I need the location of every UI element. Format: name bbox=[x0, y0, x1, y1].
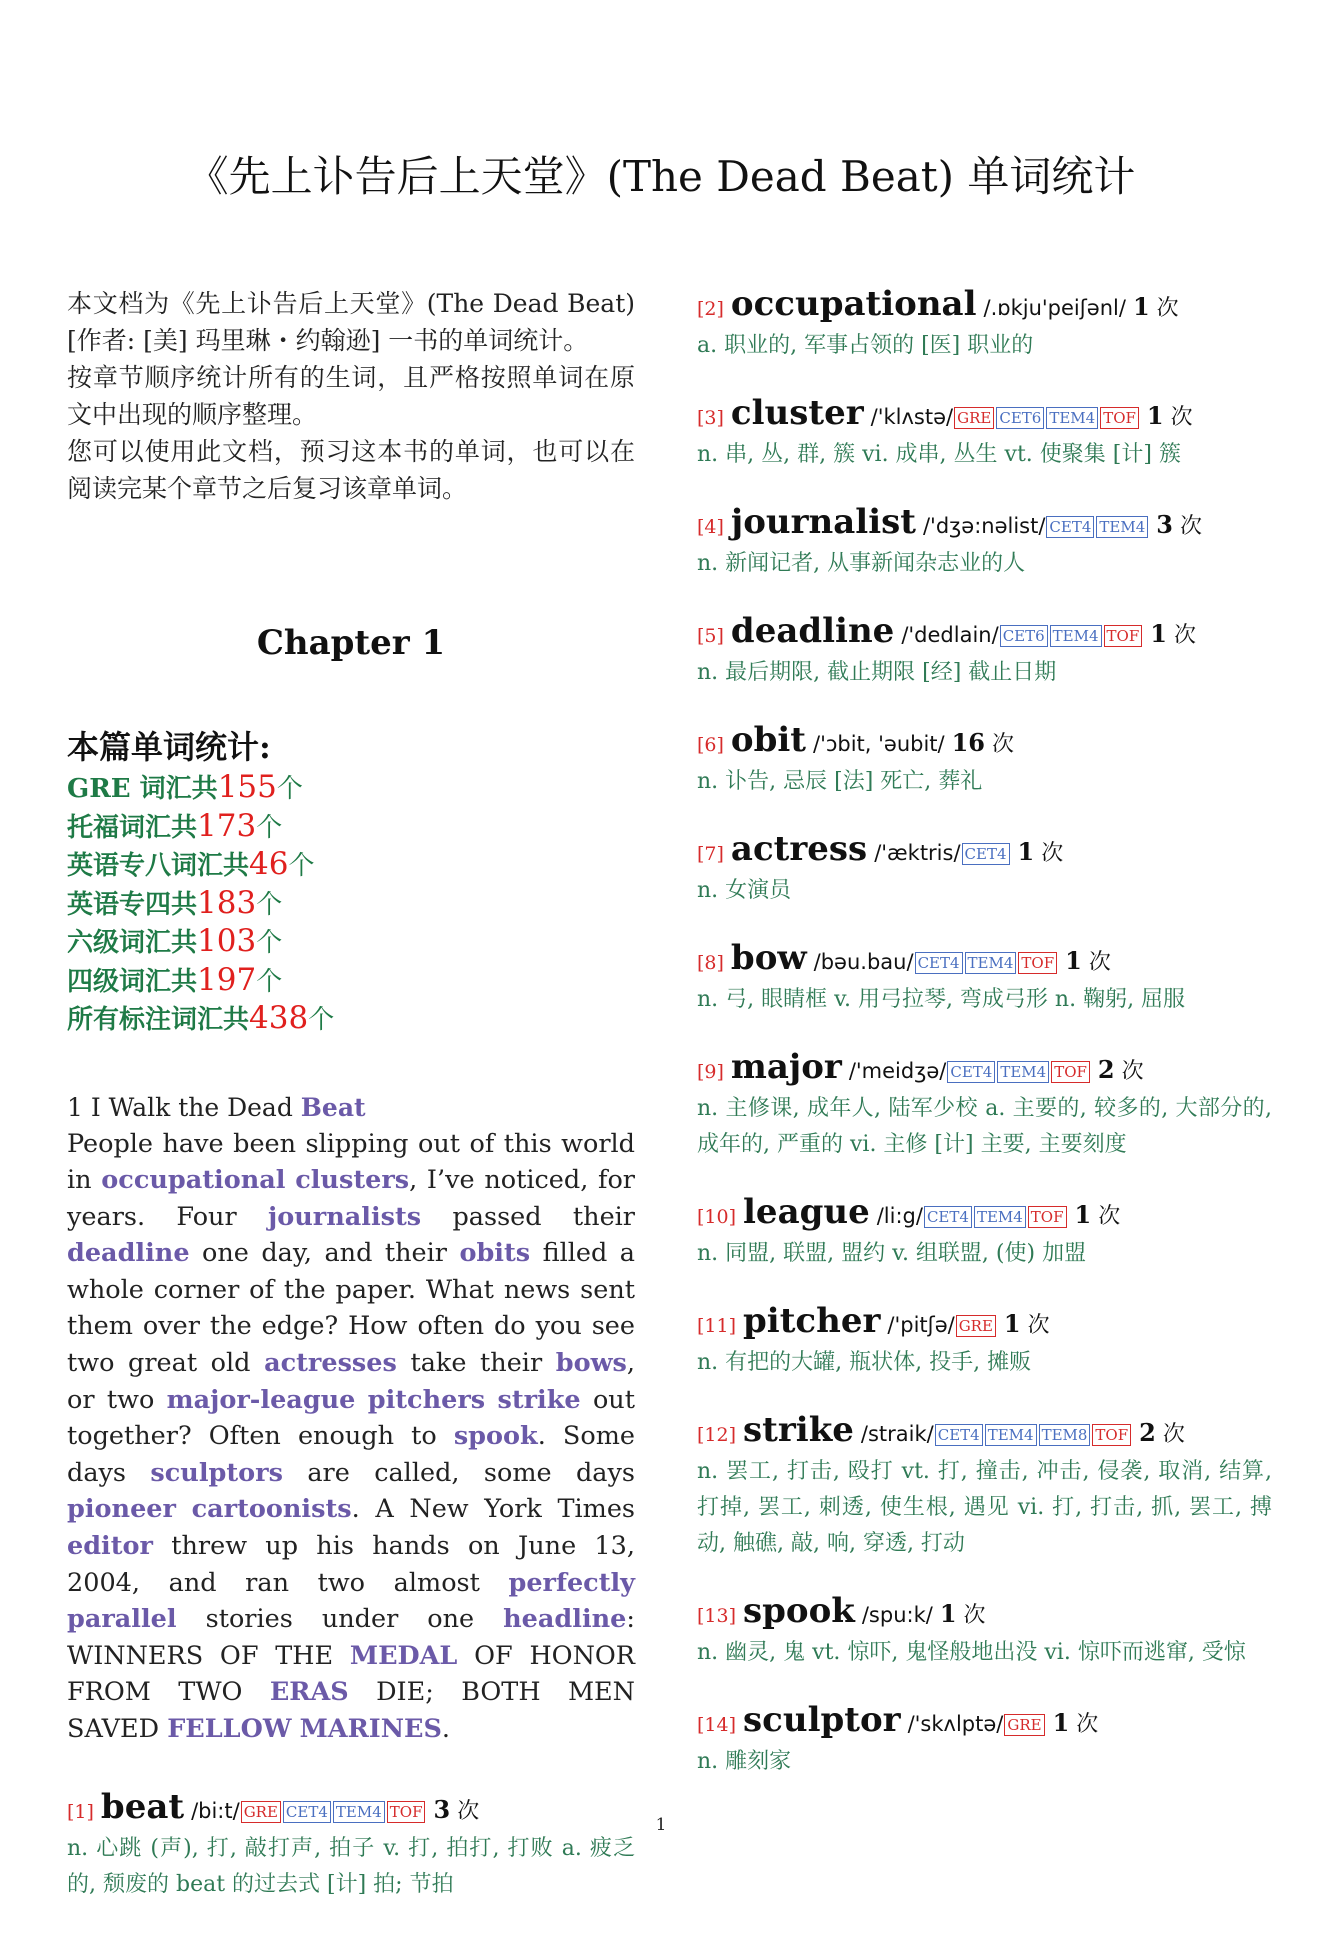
stat-label: GRE 词汇共 bbox=[67, 774, 218, 804]
highlighted-word: cartoonists bbox=[191, 1494, 352, 1525]
exam-tag-tof: TOF bbox=[1092, 1424, 1131, 1446]
stat-count: 155 bbox=[217, 769, 277, 805]
entry-word: league bbox=[743, 1192, 870, 1232]
stat-row bbox=[67, 808, 635, 847]
document-title: 《先上讣告后上天堂》(The Dead Beat) 单词统计 bbox=[186, 152, 1136, 201]
vocab-entry bbox=[697, 285, 1272, 364]
vocab-entry bbox=[697, 830, 1272, 909]
highlighted-word: ERAS bbox=[269, 1677, 349, 1708]
stat-unit: 个 bbox=[288, 851, 315, 881]
exam-tag-gre: GRE bbox=[1004, 1714, 1044, 1736]
entry-index: [11] bbox=[697, 1315, 737, 1337]
entry-count-unit: 次 bbox=[992, 732, 1015, 757]
entry-index: [5] bbox=[697, 625, 724, 647]
entry-word: actress bbox=[730, 829, 868, 869]
entry-definition: n. 女演员 bbox=[697, 878, 792, 903]
entry-count-unit: 次 bbox=[1098, 1204, 1121, 1229]
entry-count: 1 bbox=[1052, 1708, 1070, 1737]
entry-headline bbox=[697, 830, 1272, 873]
stat-label: 托福词汇共 bbox=[67, 812, 198, 843]
exam-tag-cet4: CET4 bbox=[283, 1801, 331, 1823]
vocab-entry bbox=[697, 1048, 1272, 1163]
exam-tag-tem4: TEM4 bbox=[997, 1061, 1049, 1083]
exam-tag-tem4: TEM4 bbox=[1050, 625, 1102, 647]
entry-definition: n. 心跳 (声), 打, 敲打声, 拍子 v. 打, 拍打, 打败 a. 疲乏的, 颓废的 beat 的过去式 [计] 拍; 节拍 bbox=[67, 1835, 635, 1897]
entry-count: 1 bbox=[1003, 1309, 1021, 1338]
vocab-entry bbox=[67, 1788, 635, 1903]
entry-count: 1 bbox=[1017, 837, 1035, 866]
highlighted-word: actresses bbox=[264, 1348, 397, 1379]
exam-tag-gre: GRE bbox=[956, 1315, 996, 1337]
entry-phonetic: /li:g/ bbox=[876, 1204, 923, 1228]
entry-word: journalist bbox=[730, 502, 916, 542]
entry-headline bbox=[697, 1701, 1272, 1744]
intro-paragraph-2: 按章节顺序统计所有的生词，且严格按照单词在原文中出现的顺序整理。 bbox=[67, 363, 635, 429]
exam-tag-tof: TOF bbox=[1100, 407, 1139, 429]
entry-index: [13] bbox=[697, 1605, 737, 1627]
entry-word: bow bbox=[730, 938, 807, 978]
entry-word: cluster bbox=[730, 393, 864, 433]
stat-count: 103 bbox=[197, 923, 257, 959]
exam-tag-cet4: CET4 bbox=[924, 1206, 972, 1228]
highlighted-word: bows bbox=[555, 1348, 627, 1379]
entry-phonetic: /'dedlain/ bbox=[901, 623, 999, 647]
entry-count: 3 bbox=[1156, 510, 1173, 539]
exam-tag-gre: GRE bbox=[954, 407, 994, 429]
highlighted-word: occupational bbox=[101, 1165, 286, 1196]
entry-index: [7] bbox=[697, 843, 724, 865]
entry-word: spook bbox=[743, 1591, 855, 1631]
entry-definition: n. 讣告, 忌辰 [法] 死亡, 葬礼 bbox=[697, 769, 983, 794]
entry-definition: n. 幽灵, 鬼 vt. 惊吓, 鬼怪般地出没 vi. 惊吓而逃窜, 受惊 bbox=[697, 1640, 1246, 1665]
highlighted-word: MARINES bbox=[299, 1714, 442, 1744]
entry-index: [8] bbox=[697, 952, 724, 974]
entry-word: major bbox=[730, 1047, 842, 1087]
entry-headline bbox=[697, 1411, 1272, 1454]
stat-label: 六级词汇共 bbox=[67, 928, 198, 958]
highlighted-word: strike bbox=[497, 1384, 581, 1415]
entry-phonetic: /spu:k/ bbox=[861, 1603, 933, 1627]
vocab-entry bbox=[697, 1193, 1272, 1272]
stat-count: 173 bbox=[197, 807, 257, 844]
stat-count: 197 bbox=[197, 961, 257, 998]
exam-tag-tem4: TEM4 bbox=[965, 952, 1017, 974]
entry-count-unit: 次 bbox=[1076, 1712, 1099, 1737]
entry-phonetic: /bi:t/ bbox=[191, 1798, 240, 1823]
vocab-entry bbox=[697, 503, 1272, 582]
highlighted-word: FELLOW bbox=[167, 1714, 292, 1744]
intro-paragraph-3: 您可以使用此文档，预习这本书的单词，也可以在阅读完某个章节之后复习该章单词。 bbox=[67, 437, 635, 503]
exam-tag-tof: TOF bbox=[1028, 1206, 1067, 1228]
entry-headline bbox=[697, 1193, 1272, 1236]
highlighted-word: spook bbox=[453, 1421, 538, 1452]
stat-row bbox=[67, 846, 635, 885]
stat-label: 四级词汇共 bbox=[67, 966, 198, 997]
entry-headline bbox=[697, 721, 1272, 764]
left-column bbox=[67, 285, 635, 1933]
entry-count: 1 bbox=[1132, 292, 1150, 321]
entry-definition: n. 弓, 眼睛框 v. 用弓拉琴, 弯成弓形 n. 鞠躬, 屈服 bbox=[697, 987, 1186, 1012]
page-number: 1 bbox=[655, 1815, 667, 1835]
entry-definition: a. 职业的, 军事占领的 [医] 职业的 bbox=[697, 333, 1034, 358]
entry-phonetic: /'meidʒə/ bbox=[848, 1059, 947, 1083]
stat-label: 英语专八词汇共 bbox=[67, 851, 250, 881]
exam-tag-tem4: TEM4 bbox=[974, 1206, 1026, 1228]
stat-count: 438 bbox=[249, 1000, 309, 1036]
exam-tag-tem4: TEM4 bbox=[1046, 407, 1098, 429]
vocab-entry bbox=[697, 721, 1272, 800]
entry-count: 1 bbox=[1146, 401, 1164, 430]
entry-count-unit: 次 bbox=[1041, 841, 1064, 866]
entry-phonetic: /.ɒkju'peiʃənl/ bbox=[983, 296, 1126, 320]
entry-headline bbox=[697, 939, 1272, 982]
exam-tag-tem4: TEM4 bbox=[985, 1424, 1037, 1446]
highlighted-word: pitchers bbox=[367, 1384, 486, 1415]
entry-headline bbox=[697, 285, 1272, 328]
exam-tag-cet4: CET4 bbox=[935, 1424, 983, 1446]
highlighted-word: parallel bbox=[67, 1604, 177, 1635]
entry-index: [12] bbox=[697, 1424, 737, 1446]
entry-count: 16 bbox=[951, 728, 986, 757]
entry-count-unit: 次 bbox=[1156, 296, 1179, 321]
vocab-entry bbox=[697, 1592, 1272, 1671]
entry-headline bbox=[697, 394, 1272, 437]
entry-headline bbox=[697, 1302, 1272, 1345]
highlighted-word: perfectly bbox=[508, 1567, 635, 1598]
section-title bbox=[67, 1089, 635, 1126]
entry-definition: n. 同盟, 联盟, 盟约 v. 组联盟, (使) 加盟 bbox=[697, 1241, 1087, 1266]
vocab-entry bbox=[697, 1302, 1272, 1381]
section-title-prefix: 1 I Walk the Dead bbox=[67, 1092, 301, 1122]
entry-word: occupational bbox=[730, 284, 977, 324]
stats-title: 本篇单词统计: bbox=[67, 728, 271, 766]
story-text: People have been slipping out of this world in occupational clusters, I’ve noticed, for years. Four journalists passed their deadline one day, and their obits filled a whole corner of the paper. What news sent them over the edge? How often do you see two great old actresses take their bows, or two major-league pitchers strike out together? Often enough to spook. Some days sculptors are called, some days pioneer cartoonists. A New York Times editor threw up his hands on June 13, 2004, and ran two almost perfectly parallel stories under one headline: WINNERS OF THE MEDAL OF HONOR FROM TWO ERAS DIE; BOTH MEN SAVED FELLOW MARINES. bbox=[67, 1128, 636, 1744]
entry-word: strike bbox=[743, 1410, 854, 1450]
chapter-heading: Chapter 1 bbox=[256, 623, 446, 663]
intro-paragraph-1: 本文档为《先上讣告后上天堂》(The Dead Beat)[作者: [美] 玛里琳・约翰逊] 一书的单词统计。 bbox=[67, 289, 635, 355]
stat-unit: 个 bbox=[256, 928, 283, 958]
entry-phonetic: /'æktris/ bbox=[874, 841, 961, 865]
stat-unit: 个 bbox=[256, 889, 283, 920]
highlighted-word: editor bbox=[67, 1531, 153, 1562]
stat-unit: 个 bbox=[256, 966, 283, 997]
entry-headline bbox=[697, 503, 1272, 546]
stat-row bbox=[67, 1000, 635, 1039]
entry-count-unit: 次 bbox=[1088, 950, 1111, 975]
vocab-entry bbox=[697, 1411, 1272, 1562]
stats-list bbox=[67, 769, 635, 1039]
exam-tag-cet4: CET4 bbox=[947, 1061, 995, 1083]
highlighted-word: clusters bbox=[295, 1165, 410, 1196]
entry-phonetic: /'klʌstə/ bbox=[870, 405, 954, 429]
highlighted-word: MEDAL bbox=[349, 1640, 458, 1671]
entry-count: 1 bbox=[1074, 1200, 1092, 1229]
highlighted-word: obits bbox=[459, 1238, 531, 1269]
entry-count-unit: 次 bbox=[1027, 1313, 1050, 1338]
exam-tag-cet4: CET4 bbox=[915, 952, 963, 974]
entry-definition: n. 新闻记者, 从事新闻杂志业的人 bbox=[697, 551, 1026, 576]
vocab-entry bbox=[697, 612, 1272, 691]
highlighted-word: deadline bbox=[67, 1238, 190, 1269]
section-title-highlight: Beat bbox=[300, 1092, 366, 1122]
vocab-entry bbox=[697, 394, 1272, 473]
exam-tag-gre: GRE bbox=[241, 1801, 281, 1823]
entry-word: obit bbox=[730, 720, 806, 760]
entry-phonetic: /'ɔbit, 'əubit/ bbox=[813, 732, 945, 756]
exam-tag-cet6: CET6 bbox=[996, 407, 1044, 429]
entry-count: 1 bbox=[939, 1599, 957, 1628]
entry-definition: n. 最后期限, 截止期限 [经] 截止日期 bbox=[697, 660, 1057, 685]
exam-tag-tem4: TEM4 bbox=[1096, 516, 1148, 538]
entry-definition: n. 主修课, 成年人, 陆军少校 a. 主要的, 较多的, 大部分的, 成年的, 严重的 vi. 主修 [计] 主要, 主要刻度 bbox=[697, 1096, 1272, 1157]
entry-index: [2] bbox=[697, 298, 724, 320]
entry-count: 1 bbox=[1065, 946, 1082, 975]
highlighted-word: sculptors bbox=[150, 1457, 283, 1488]
entry-headline bbox=[697, 1048, 1272, 1091]
stat-row bbox=[67, 769, 635, 808]
entry-count-unit: 次 bbox=[457, 1798, 480, 1824]
highlighted-word: major-league bbox=[166, 1384, 356, 1415]
entry-count-unit: 次 bbox=[1162, 1422, 1185, 1447]
entry-index: [3] bbox=[697, 407, 724, 429]
entries-left bbox=[67, 1788, 635, 1903]
stat-row bbox=[67, 885, 635, 924]
entry-definition: n. 雕刻家 bbox=[697, 1749, 792, 1774]
exam-tag-tof: TOF bbox=[387, 1801, 426, 1823]
exam-tag-tem8: TEM8 bbox=[1039, 1424, 1091, 1446]
exam-tag-cet4: CET4 bbox=[1046, 516, 1094, 538]
entry-word: pitcher bbox=[743, 1301, 881, 1341]
exam-tag-tof: TOF bbox=[1018, 952, 1057, 974]
entry-count-unit: 次 bbox=[1170, 405, 1193, 430]
stat-unit: 个 bbox=[256, 812, 283, 843]
intro bbox=[67, 285, 635, 507]
vocab-entry bbox=[697, 1701, 1272, 1780]
entry-count: 3 bbox=[433, 1794, 451, 1824]
entry-count: 2 bbox=[1139, 1418, 1156, 1447]
exam-tag-tof: TOF bbox=[1104, 625, 1143, 647]
entry-phonetic: /'skʌlptə/ bbox=[907, 1712, 1004, 1736]
entry-phonetic: /'dʒə:nəlist/ bbox=[922, 514, 1046, 538]
entry-definition: n. 罢工, 打击, 殴打 vt. 打, 撞击, 冲击, 侵袭, 取消, 结算, 打掉, 罢工, 刺透, 使生根, 遇见 vi. 打, 打击, 抓, 罢工, 搏动, 触礁, 敲, 响, 穿透, 打动 bbox=[697, 1459, 1272, 1556]
highlighted-word: headline bbox=[503, 1604, 627, 1635]
stat-row bbox=[67, 923, 635, 962]
entry-count: 1 bbox=[1150, 619, 1167, 648]
entry-count-unit: 次 bbox=[1173, 623, 1196, 648]
entry-index: [10] bbox=[697, 1206, 737, 1228]
entry-definition: n. 有把的大罐, 瓶状体, 投手, 摊贩 bbox=[697, 1350, 1032, 1375]
exam-tag-tem4: TEM4 bbox=[333, 1801, 385, 1823]
entry-word: deadline bbox=[730, 611, 895, 651]
entry-phonetic: /bəu.bau/ bbox=[813, 950, 914, 974]
exam-tag-cet6: CET6 bbox=[1000, 625, 1048, 647]
entry-headline bbox=[697, 1592, 1272, 1635]
entry-phonetic: /straik/ bbox=[860, 1422, 934, 1446]
entry-definition: n. 串, 丛, 群, 簇 vi. 成串, 丛生 vt. 使聚集 [计] 簇 bbox=[697, 442, 1181, 467]
exam-tag-tof: TOF bbox=[1051, 1061, 1090, 1083]
highlighted-word: journalists bbox=[268, 1201, 422, 1232]
stat-label: 所有标注词汇共 bbox=[67, 1005, 250, 1035]
highlighted-word: pioneer bbox=[67, 1494, 176, 1525]
vocab-entry bbox=[697, 939, 1272, 1018]
entry-count: 2 bbox=[1097, 1055, 1115, 1084]
entry-index: [1] bbox=[67, 1800, 94, 1823]
entry-headline bbox=[697, 612, 1272, 655]
entry-word: beat bbox=[100, 1786, 185, 1827]
stat-unit: 个 bbox=[276, 774, 303, 804]
exam-tag-cet4: CET4 bbox=[962, 843, 1010, 865]
entry-count-unit: 次 bbox=[1179, 514, 1202, 539]
entry-phonetic: /'pitʃə/ bbox=[887, 1313, 955, 1337]
entry-index: [6] bbox=[697, 734, 724, 756]
entry-index: [14] bbox=[697, 1714, 737, 1736]
entry-word: sculptor bbox=[743, 1700, 901, 1740]
stat-unit: 个 bbox=[308, 1005, 335, 1035]
entry-index: [4] bbox=[697, 516, 724, 538]
entry-count-unit: 次 bbox=[1121, 1059, 1144, 1084]
entry-count-unit: 次 bbox=[963, 1603, 986, 1628]
stat-row bbox=[67, 962, 635, 1001]
entries-right bbox=[697, 285, 1272, 1810]
stat-count: 183 bbox=[197, 884, 257, 921]
stat-label: 英语专四共 bbox=[67, 889, 198, 920]
stat-count: 46 bbox=[249, 846, 289, 882]
entry-index: [9] bbox=[697, 1061, 724, 1083]
